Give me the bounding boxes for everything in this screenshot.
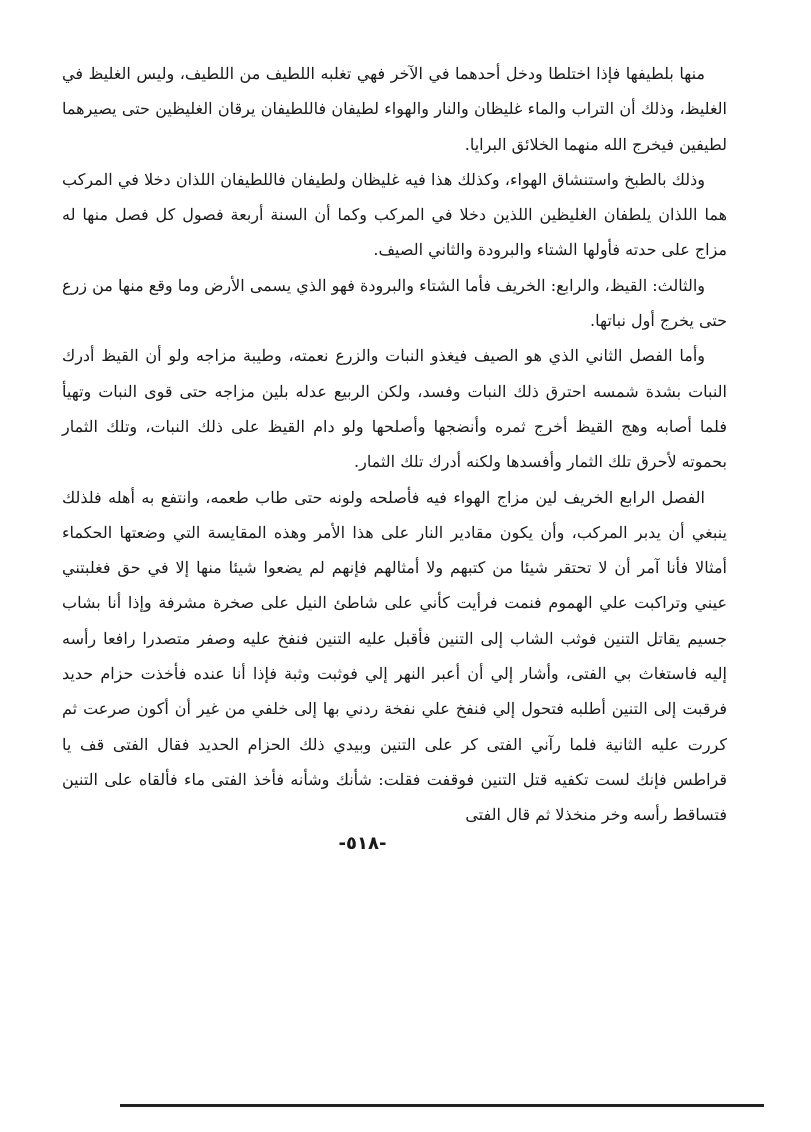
paragraph-2: وذلك بالطبخ واستنشاق الهواء، وكذلك هذا فيه غليظان ولطيفان فاللطيفان اللذان دخلا في المركب هما اللذان يلطفان الغليظين اللذين دخلا في المركب وكما أن السنة أربعة فصول كل فصل منها له مزاج على حدته فأولها الشتاء والبرودة والثاني الصيف.: [62, 169, 727, 260]
page-number: -٥١٨-: [338, 833, 387, 854]
paragraph-4: وأما الفصل الثاني الذي هو الصيف فيغذو النبات والزرع نعمته، وطيبة مزاجه ولو أن القيظ أدرك النبات بشدة شمسه احترق ذلك النبات وفسد، ولكن الربيع عدله بلين مزاجه حتى قوى النبات وتهيأ فلما أصابه وهج القيظ أخرج ثمره وأنضجها وأصلحها ولو دام القيظ على ذلك النبات، وتلك الثمار بحموته لأحرق تلك الثمار وأفسدها ولكنه أدرك تلك الثمار.: [62, 346, 727, 472]
paragraph-5: الفصل الرابع الخريف لين مزاج الهواء فيه فأصلحه ولونه حتى طاب طعمه، وانتفع به أهله فلذلك ينبغي أن يدبر المركب، وأن يكون مقادير النار على هذا الأمر وهذه المقايسة التي وضعتها الحكماء أمثالا فأنا آمر أن لا تحتقر شيئا من كتبهم ولا أمثالهم فإنهم لم يضعوا شيئا منها إلا في حق فغلبتني عيني وتراكبت علي الهموم فنمت فرأيت كأني على شاطئ النيل على صخرة مشرفة وإذا أنا بشاب جسيم يقاتل التنين فوثب الشاب إلى التنين فأقبل عليه التنين فنفخ عليه وصفر متصدرا رافعا رأسه إليه فاستغاث بي الفتى، وأشار إلي أن أعبر النهر إلي فوثبت وثبة فإذا أنا عنده فأخذت حزام حديد فرقبت إلى التنين أطلبه فتحول إلي فنفخ علي نفخة ردني بها إلى خلفي من غير أن أكون صرعت ثم كررت عليه الثانية فلما رآني الفتى كر على التنين وبيدي ذلك الحزام الحديد فقال الفتى قف يا قراطس فإنك لست تكفيه قتل التنين فوقفت فقلت: شأنك وشأنه فأخذ الفتى ماء فألقاه على التنين فتساقط رأسه وخر منخذلا ثم قال الفتى: [62, 487, 728, 825]
body-text: [62, 56, 727, 833]
paragraph-1: منها بلطيفها فإذا اختلطا ودخل أحدهما في الآخر فهي تغلبه اللطيف من اللطيف، وليس الغليظ في الغليظ، وذلك أن التراب والماء غليظان والنار والهواء لطيفان فاللطيفان يرقان الغليظين حتى يصيرهما لطيفين فيخرج الله منهما الخلائق البرايا.: [62, 64, 727, 154]
paragraph-3: والثالث: القيظ، والرابع: الخريف فأما الشتاء والبرودة فهو الذي يسمى الأرض وما وقع منها من زرع حتى يخرج أول نباتها.: [62, 275, 727, 331]
footer-divider: [120, 1104, 764, 1107]
